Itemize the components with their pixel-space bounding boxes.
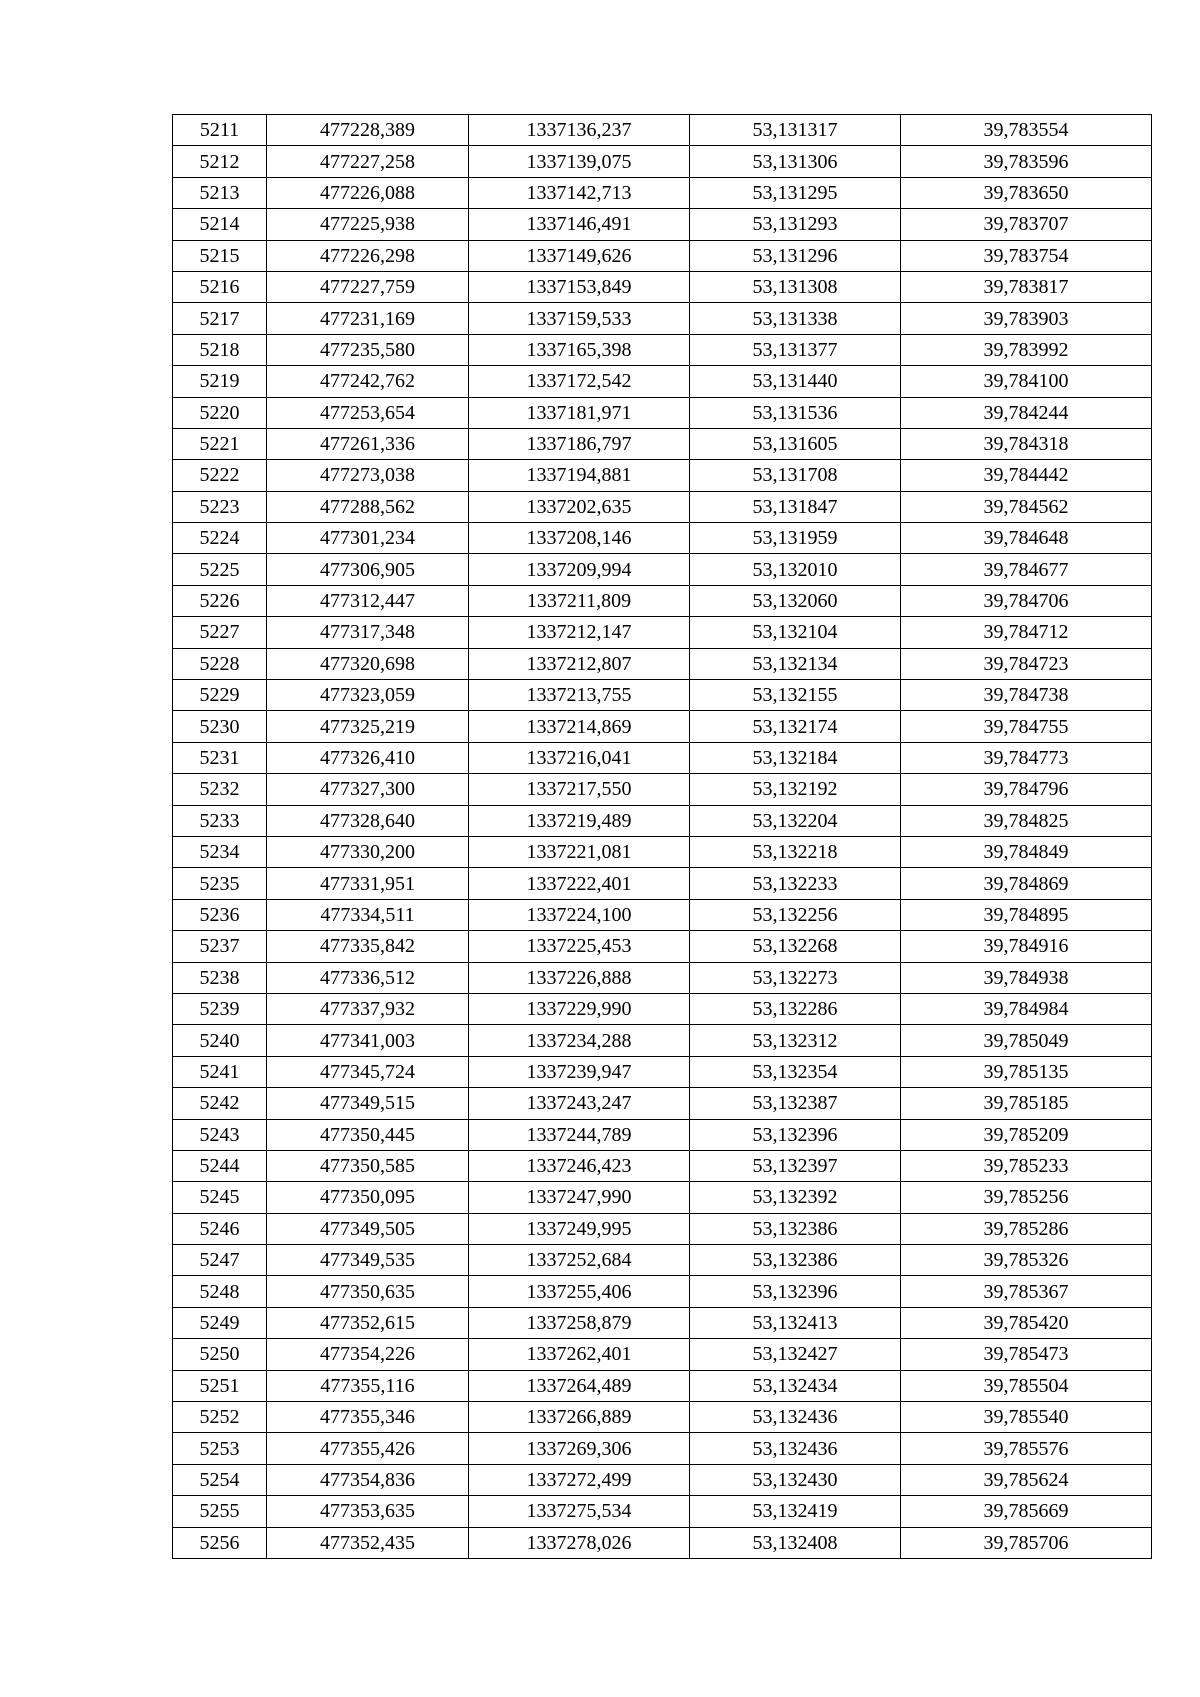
table-row [173,617,1152,648]
point-number-cell: 5254 [173,1464,267,1495]
longitude-cell: 39,785185 [901,1088,1152,1119]
y-coordinate-cell: 1337229,990 [469,993,690,1024]
latitude-cell: 53,132408 [690,1527,901,1558]
point-number-cell: 5243 [173,1119,267,1150]
point-number-cell: 5251 [173,1370,267,1401]
x-coordinate-cell: 477350,095 [267,1182,469,1213]
longitude-cell: 39,784938 [901,962,1152,993]
longitude-cell: 39,784723 [901,648,1152,679]
y-coordinate-cell: 1337269,306 [469,1433,690,1464]
point-number-cell: 5250 [173,1339,267,1370]
y-coordinate-cell: 1337146,491 [469,209,690,240]
x-coordinate-cell: 477349,515 [267,1088,469,1119]
table-row [173,1056,1152,1087]
y-coordinate-cell: 1337159,533 [469,303,690,334]
point-number-cell: 5255 [173,1496,267,1527]
point-number-cell: 5252 [173,1402,267,1433]
point-number-cell: 5218 [173,334,267,365]
table-row [173,1433,1152,1464]
y-coordinate-cell: 1337258,879 [469,1307,690,1338]
x-coordinate-cell: 477226,298 [267,240,469,271]
table-row [173,899,1152,930]
longitude-cell: 39,783554 [901,115,1152,146]
y-coordinate-cell: 1337153,849 [469,271,690,302]
point-number-cell: 5227 [173,617,267,648]
x-coordinate-cell: 477261,336 [267,428,469,459]
latitude-cell: 53,131293 [690,209,901,240]
latitude-cell: 53,132134 [690,648,901,679]
table-row [173,115,1152,146]
x-coordinate-cell: 477327,300 [267,774,469,805]
longitude-cell: 39,784916 [901,931,1152,962]
point-number-cell: 5212 [173,146,267,177]
y-coordinate-cell: 1337239,947 [469,1056,690,1087]
latitude-cell: 53,132419 [690,1496,901,1527]
y-coordinate-cell: 1337139,075 [469,146,690,177]
table-row [173,1496,1152,1527]
x-coordinate-cell: 477328,640 [267,805,469,836]
x-coordinate-cell: 477349,535 [267,1245,469,1276]
x-coordinate-cell: 477349,505 [267,1213,469,1244]
longitude-cell: 39,784706 [901,585,1152,616]
latitude-cell: 53,132155 [690,680,901,711]
table-row [173,836,1152,867]
x-coordinate-cell: 477350,635 [267,1276,469,1307]
y-coordinate-cell: 1337214,869 [469,711,690,742]
latitude-cell: 53,132204 [690,805,901,836]
y-coordinate-cell: 1337142,713 [469,177,690,208]
y-coordinate-cell: 1337181,971 [469,397,690,428]
longitude-cell: 39,785669 [901,1496,1152,1527]
table-row [173,366,1152,397]
longitude-cell: 39,783754 [901,240,1152,271]
table-row [173,1527,1152,1558]
point-number-cell: 5240 [173,1025,267,1056]
y-coordinate-cell: 1337244,789 [469,1119,690,1150]
x-coordinate-cell: 477226,088 [267,177,469,208]
point-number-cell: 5226 [173,585,267,616]
latitude-cell: 53,132386 [690,1213,901,1244]
point-number-cell: 5214 [173,209,267,240]
latitude-cell: 53,131605 [690,428,901,459]
latitude-cell: 53,131306 [690,146,901,177]
point-number-cell: 5245 [173,1182,267,1213]
table-row [173,334,1152,365]
table-row [173,1025,1152,1056]
x-coordinate-cell: 477231,169 [267,303,469,334]
longitude-cell: 39,783650 [901,177,1152,208]
point-number-cell: 5247 [173,1245,267,1276]
longitude-cell: 39,784648 [901,523,1152,554]
latitude-cell: 53,132060 [690,585,901,616]
x-coordinate-cell: 477350,585 [267,1150,469,1181]
table-row [173,585,1152,616]
latitude-cell: 53,132436 [690,1433,901,1464]
x-coordinate-cell: 477354,836 [267,1464,469,1495]
longitude-cell: 39,785367 [901,1276,1152,1307]
latitude-cell: 53,132010 [690,554,901,585]
point-number-cell: 5237 [173,931,267,962]
longitude-cell: 39,785049 [901,1025,1152,1056]
table-row [173,240,1152,271]
y-coordinate-cell: 1337225,453 [469,931,690,962]
latitude-cell: 53,132104 [690,617,901,648]
x-coordinate-cell: 477350,445 [267,1119,469,1150]
y-coordinate-cell: 1337165,398 [469,334,690,365]
x-coordinate-cell: 477353,635 [267,1496,469,1527]
latitude-cell: 53,132233 [690,868,901,899]
coordinates-table-body [173,115,1152,1559]
x-coordinate-cell: 477352,615 [267,1307,469,1338]
y-coordinate-cell: 1337186,797 [469,428,690,459]
y-coordinate-cell: 1337249,995 [469,1213,690,1244]
table-row [173,711,1152,742]
latitude-cell: 53,132396 [690,1119,901,1150]
longitude-cell: 39,785326 [901,1245,1152,1276]
point-number-cell: 5235 [173,868,267,899]
table-row [173,177,1152,208]
x-coordinate-cell: 477352,435 [267,1527,469,1558]
longitude-cell: 39,784738 [901,680,1152,711]
table-row [173,1307,1152,1338]
point-number-cell: 5219 [173,366,267,397]
point-number-cell: 5234 [173,836,267,867]
table-row [173,868,1152,899]
longitude-cell: 39,785209 [901,1119,1152,1150]
point-number-cell: 5232 [173,774,267,805]
x-coordinate-cell: 477242,762 [267,366,469,397]
longitude-cell: 39,784100 [901,366,1152,397]
point-number-cell: 5220 [173,397,267,428]
longitude-cell: 39,785706 [901,1527,1152,1558]
x-coordinate-cell: 477355,116 [267,1370,469,1401]
point-number-cell: 5215 [173,240,267,271]
latitude-cell: 53,132434 [690,1370,901,1401]
longitude-cell: 39,783903 [901,303,1152,334]
point-number-cell: 5249 [173,1307,267,1338]
y-coordinate-cell: 1337222,401 [469,868,690,899]
latitude-cell: 53,132397 [690,1150,901,1181]
latitude-cell: 53,132218 [690,836,901,867]
y-coordinate-cell: 1337262,401 [469,1339,690,1370]
x-coordinate-cell: 477273,038 [267,460,469,491]
latitude-cell: 53,132430 [690,1464,901,1495]
longitude-cell: 39,785286 [901,1213,1152,1244]
y-coordinate-cell: 1337275,534 [469,1496,690,1527]
latitude-cell: 53,132396 [690,1276,901,1307]
x-coordinate-cell: 477317,348 [267,617,469,648]
point-number-cell: 5217 [173,303,267,334]
table-row [173,271,1152,302]
y-coordinate-cell: 1337243,247 [469,1088,690,1119]
latitude-cell: 53,132273 [690,962,901,993]
longitude-cell: 39,784984 [901,993,1152,1024]
y-coordinate-cell: 1337272,499 [469,1464,690,1495]
table-row [173,805,1152,836]
x-coordinate-cell: 477326,410 [267,742,469,773]
y-coordinate-cell: 1337264,489 [469,1370,690,1401]
table-row [173,1150,1152,1181]
point-number-cell: 5242 [173,1088,267,1119]
table-row [173,1088,1152,1119]
table-row [173,460,1152,491]
x-coordinate-cell: 477301,234 [267,523,469,554]
point-number-cell: 5239 [173,993,267,1024]
y-coordinate-cell: 1337255,406 [469,1276,690,1307]
latitude-cell: 53,132392 [690,1182,901,1213]
table-row [173,1182,1152,1213]
y-coordinate-cell: 1337172,542 [469,366,690,397]
x-coordinate-cell: 477330,200 [267,836,469,867]
y-coordinate-cell: 1337136,237 [469,115,690,146]
point-number-cell: 5216 [173,271,267,302]
latitude-cell: 53,132286 [690,993,901,1024]
y-coordinate-cell: 1337224,100 [469,899,690,930]
x-coordinate-cell: 477355,346 [267,1402,469,1433]
point-number-cell: 5230 [173,711,267,742]
longitude-cell: 39,785233 [901,1150,1152,1181]
y-coordinate-cell: 1337209,994 [469,554,690,585]
point-number-cell: 5224 [173,523,267,554]
x-coordinate-cell: 477288,562 [267,491,469,522]
latitude-cell: 53,132184 [690,742,901,773]
point-number-cell: 5229 [173,680,267,711]
table-row [173,397,1152,428]
longitude-cell: 39,785420 [901,1307,1152,1338]
longitude-cell: 39,784895 [901,899,1152,930]
longitude-cell: 39,785624 [901,1464,1152,1495]
y-coordinate-cell: 1337234,288 [469,1025,690,1056]
longitude-cell: 39,785135 [901,1056,1152,1087]
x-coordinate-cell: 477345,724 [267,1056,469,1087]
y-coordinate-cell: 1337266,889 [469,1402,690,1433]
table-row [173,742,1152,773]
longitude-cell: 39,785256 [901,1182,1152,1213]
longitude-cell: 39,784869 [901,868,1152,899]
table-row [173,554,1152,585]
table-row [173,1339,1152,1370]
y-coordinate-cell: 1337219,489 [469,805,690,836]
latitude-cell: 53,131317 [690,115,901,146]
latitude-cell: 53,132427 [690,1339,901,1370]
latitude-cell: 53,131440 [690,366,901,397]
latitude-cell: 53,132387 [690,1088,901,1119]
point-number-cell: 5246 [173,1213,267,1244]
latitude-cell: 53,131377 [690,334,901,365]
table-row [173,1464,1152,1495]
latitude-cell: 53,132354 [690,1056,901,1087]
table-row [173,1119,1152,1150]
x-coordinate-cell: 477334,511 [267,899,469,930]
x-coordinate-cell: 477331,951 [267,868,469,899]
x-coordinate-cell: 477325,219 [267,711,469,742]
longitude-cell: 39,784825 [901,805,1152,836]
latitude-cell: 53,131536 [690,397,901,428]
latitude-cell: 53,132174 [690,711,901,742]
point-number-cell: 5222 [173,460,267,491]
longitude-cell: 39,783992 [901,334,1152,365]
longitude-cell: 39,784562 [901,491,1152,522]
latitude-cell: 53,131959 [690,523,901,554]
point-number-cell: 5228 [173,648,267,679]
point-number-cell: 5213 [173,177,267,208]
x-coordinate-cell: 477235,580 [267,334,469,365]
x-coordinate-cell: 477336,512 [267,962,469,993]
longitude-cell: 39,783596 [901,146,1152,177]
point-number-cell: 5241 [173,1056,267,1087]
longitude-cell: 39,785473 [901,1339,1152,1370]
longitude-cell: 39,784755 [901,711,1152,742]
longitude-cell: 39,784318 [901,428,1152,459]
y-coordinate-cell: 1337278,026 [469,1527,690,1558]
x-coordinate-cell: 477227,759 [267,271,469,302]
point-number-cell: 5231 [173,742,267,773]
latitude-cell: 53,131708 [690,460,901,491]
latitude-cell: 53,132192 [690,774,901,805]
latitude-cell: 53,131296 [690,240,901,271]
table-row [173,1245,1152,1276]
y-coordinate-cell: 1337202,635 [469,491,690,522]
longitude-cell: 39,785540 [901,1402,1152,1433]
x-coordinate-cell: 477337,932 [267,993,469,1024]
y-coordinate-cell: 1337247,990 [469,1182,690,1213]
latitude-cell: 53,132436 [690,1402,901,1433]
latitude-cell: 53,131847 [690,491,901,522]
y-coordinate-cell: 1337212,807 [469,648,690,679]
x-coordinate-cell: 477225,938 [267,209,469,240]
y-coordinate-cell: 1337217,550 [469,774,690,805]
latitude-cell: 53,132312 [690,1025,901,1056]
point-number-cell: 5248 [173,1276,267,1307]
x-coordinate-cell: 477228,389 [267,115,469,146]
x-coordinate-cell: 477323,059 [267,680,469,711]
y-coordinate-cell: 1337194,881 [469,460,690,491]
table-row [173,1276,1152,1307]
y-coordinate-cell: 1337226,888 [469,962,690,993]
table-row [173,648,1152,679]
point-number-cell: 5211 [173,115,267,146]
table-row [173,146,1152,177]
y-coordinate-cell: 1337221,081 [469,836,690,867]
latitude-cell: 53,132268 [690,931,901,962]
longitude-cell: 39,785576 [901,1433,1152,1464]
longitude-cell: 39,785504 [901,1370,1152,1401]
point-number-cell: 5256 [173,1527,267,1558]
y-coordinate-cell: 1337252,684 [469,1245,690,1276]
x-coordinate-cell: 477341,003 [267,1025,469,1056]
x-coordinate-cell: 477354,226 [267,1339,469,1370]
point-number-cell: 5221 [173,428,267,459]
x-coordinate-cell: 477306,905 [267,554,469,585]
table-row [173,1213,1152,1244]
longitude-cell: 39,784849 [901,836,1152,867]
y-coordinate-cell: 1337212,147 [469,617,690,648]
y-coordinate-cell: 1337149,626 [469,240,690,271]
longitude-cell: 39,784712 [901,617,1152,648]
table-row [173,209,1152,240]
table-row [173,1370,1152,1401]
latitude-cell: 53,131295 [690,177,901,208]
table-row [173,303,1152,334]
y-coordinate-cell: 1337211,809 [469,585,690,616]
point-number-cell: 5225 [173,554,267,585]
y-coordinate-cell: 1337216,041 [469,742,690,773]
coordinates-table [172,114,1152,1559]
x-coordinate-cell: 477227,258 [267,146,469,177]
point-number-cell: 5233 [173,805,267,836]
table-row [173,523,1152,554]
longitude-cell: 39,783707 [901,209,1152,240]
latitude-cell: 53,132386 [690,1245,901,1276]
table-row [173,1402,1152,1433]
point-number-cell: 5253 [173,1433,267,1464]
table-row [173,931,1152,962]
y-coordinate-cell: 1337246,423 [469,1150,690,1181]
longitude-cell: 39,784677 [901,554,1152,585]
x-coordinate-cell: 477253,654 [267,397,469,428]
table-row [173,491,1152,522]
x-coordinate-cell: 477335,842 [267,931,469,962]
y-coordinate-cell: 1337208,146 [469,523,690,554]
latitude-cell: 53,132256 [690,899,901,930]
longitude-cell: 39,783817 [901,271,1152,302]
x-coordinate-cell: 477320,698 [267,648,469,679]
table-row [173,680,1152,711]
table-row [173,962,1152,993]
latitude-cell: 53,131308 [690,271,901,302]
longitude-cell: 39,784244 [901,397,1152,428]
point-number-cell: 5236 [173,899,267,930]
x-coordinate-cell: 477355,426 [267,1433,469,1464]
x-coordinate-cell: 477312,447 [267,585,469,616]
latitude-cell: 53,131338 [690,303,901,334]
longitude-cell: 39,784796 [901,774,1152,805]
longitude-cell: 39,784442 [901,460,1152,491]
table-row [173,774,1152,805]
latitude-cell: 53,132413 [690,1307,901,1338]
table-row [173,993,1152,1024]
point-number-cell: 5223 [173,491,267,522]
point-number-cell: 5238 [173,962,267,993]
table-row [173,428,1152,459]
point-number-cell: 5244 [173,1150,267,1181]
y-coordinate-cell: 1337213,755 [469,680,690,711]
longitude-cell: 39,784773 [901,742,1152,773]
